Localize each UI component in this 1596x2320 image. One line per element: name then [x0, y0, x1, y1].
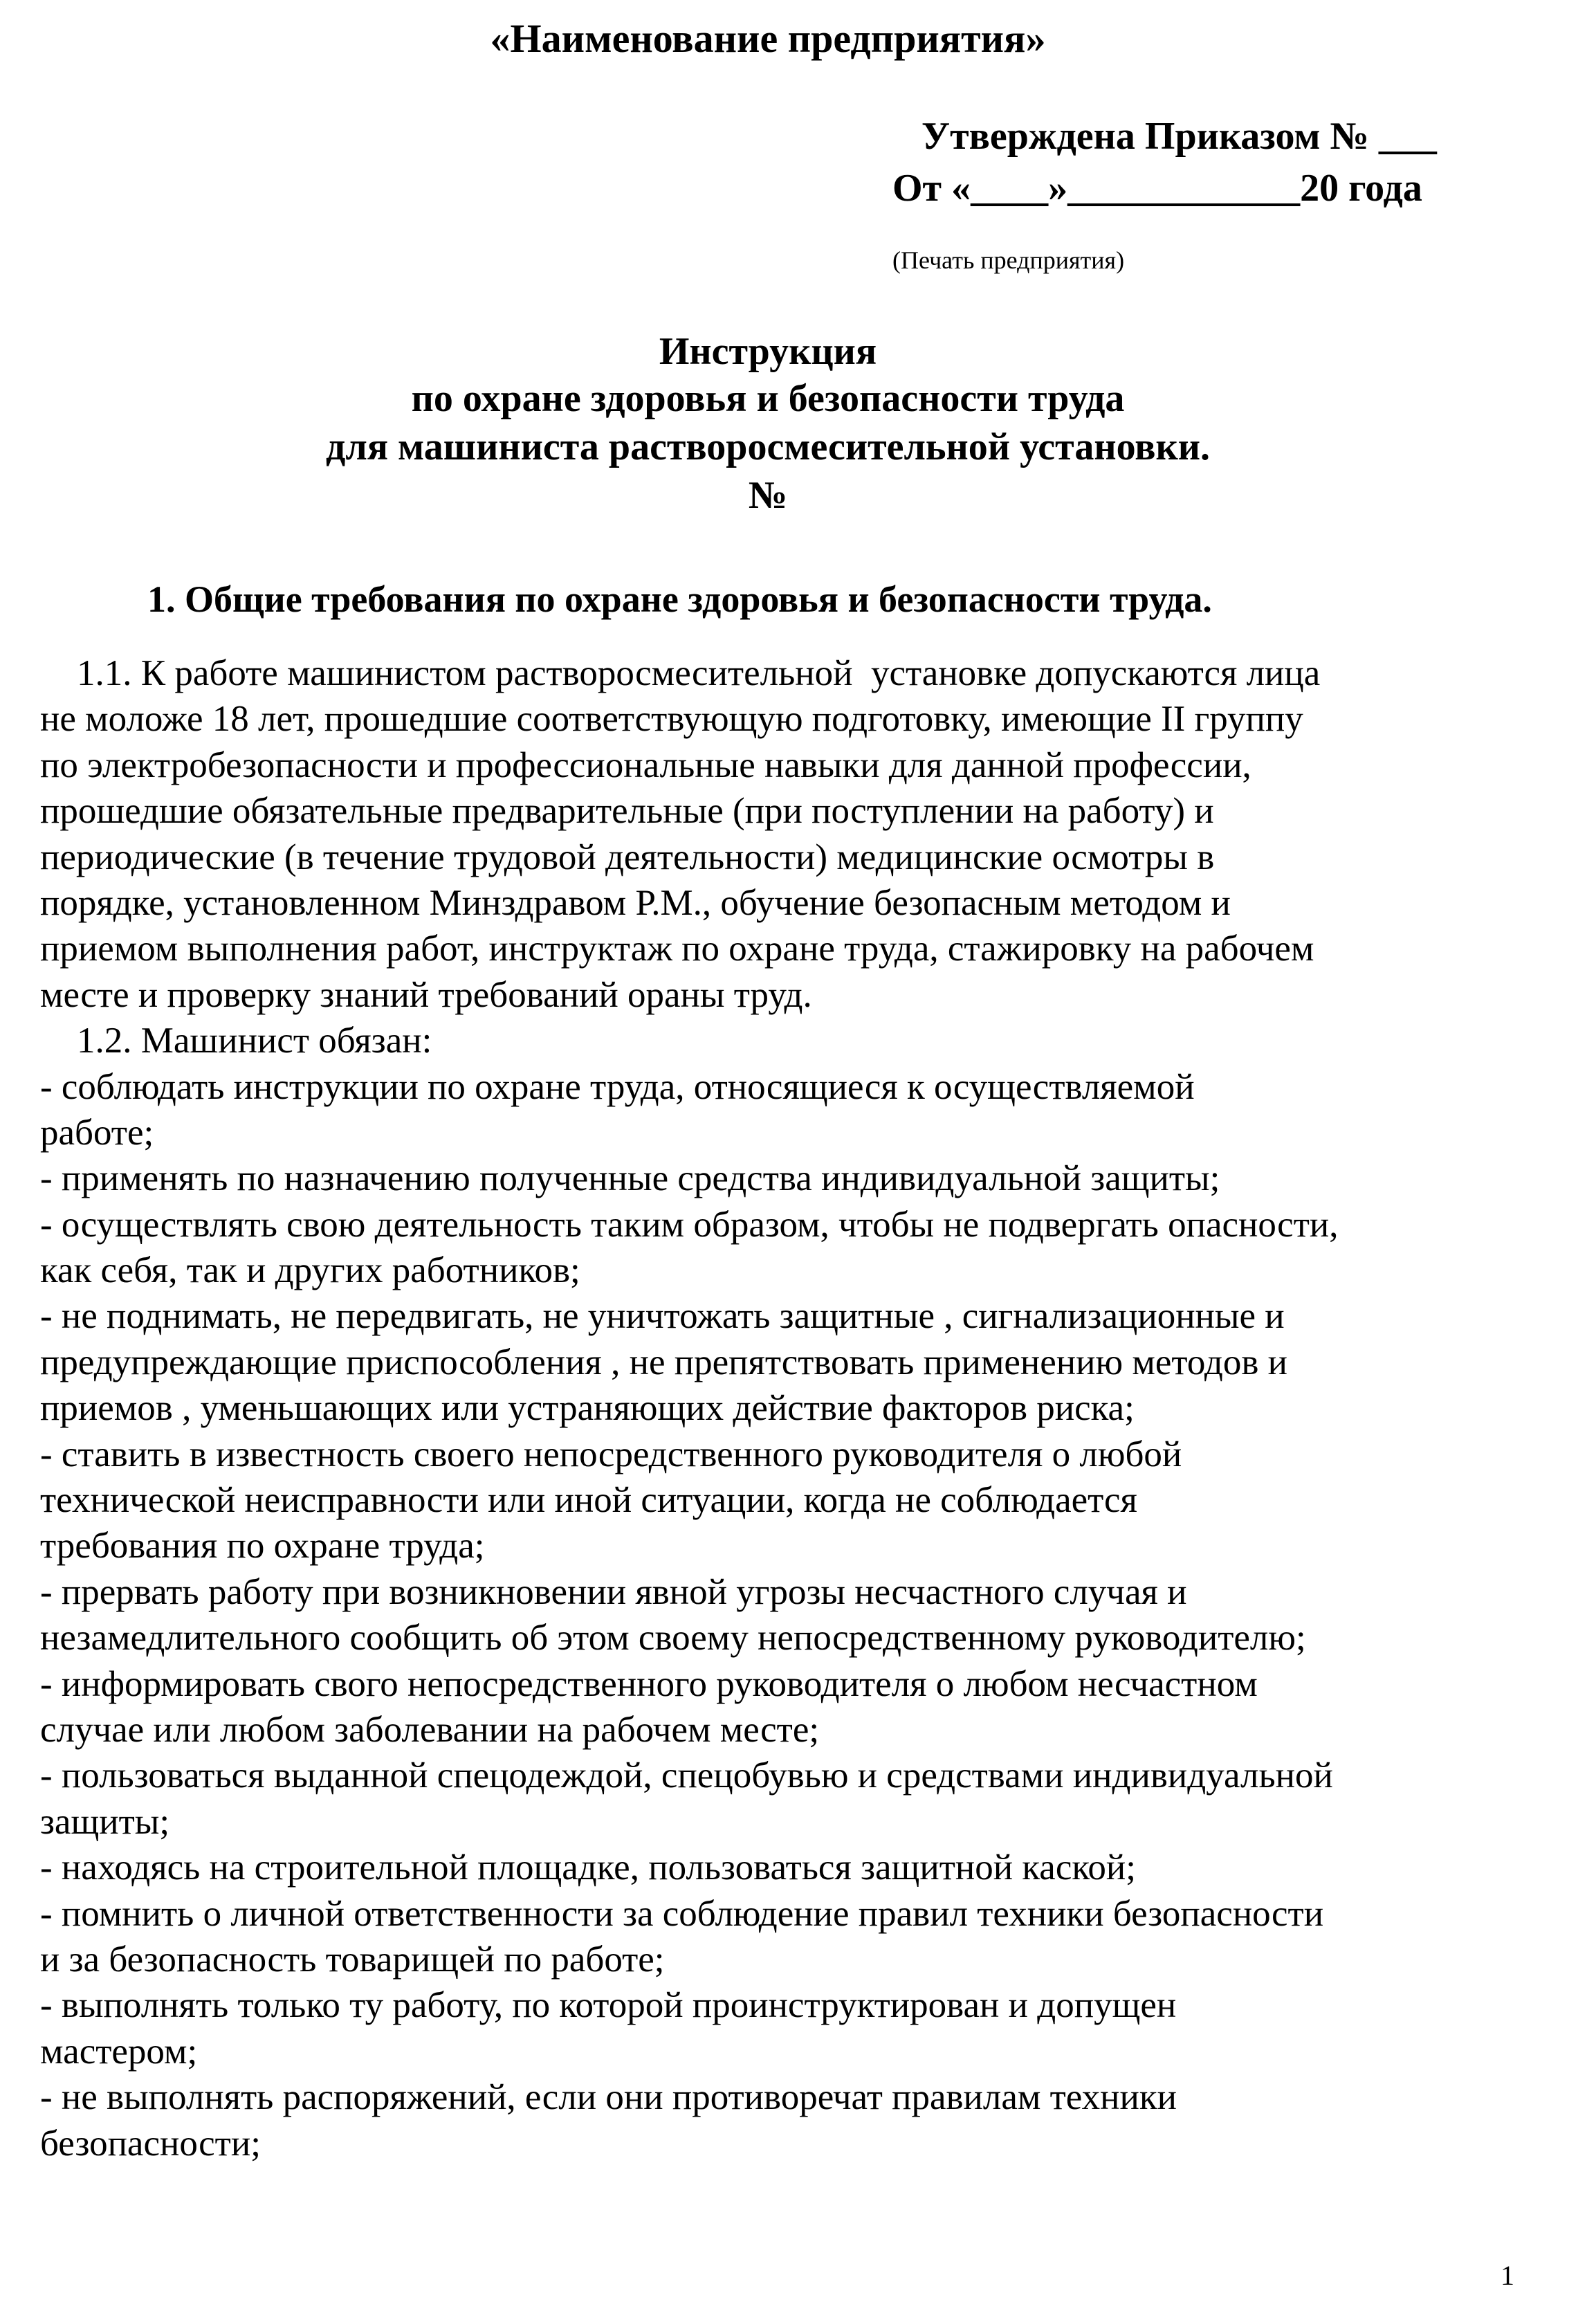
document-number: № — [748, 474, 788, 517]
section-1-body — [40, 650, 1493, 2166]
body-line: - находясь на строительной площадке, пользоваться защитной каской; — [40, 1847, 1136, 1888]
body-line: - пользоваться выданной спецодеждой, спецобувью и средствами индивидуальной — [40, 1755, 1333, 1796]
document-title-line-3: для машиниста растворосмесительной установки. — [326, 426, 1210, 468]
section-1-heading: 1. Общие требования по охране здоровья и безопасности труда. — [147, 578, 1212, 620]
body-line: - применять по назначению полученные средства индивидуальной защиты; — [40, 1158, 1220, 1199]
approval-date-line: От «____»____________20 года — [892, 167, 1422, 210]
seal-placeholder: (Печать предприятия) — [892, 246, 1125, 274]
body-line: - ставить в известность своего непосредственного руководителя о любой — [40, 1434, 1182, 1474]
body-line: - информировать свого непосредственного руководителя о любом несчастном — [40, 1663, 1258, 1704]
body-line: прошедшие обязательные предварительные (при поступлении на работу) и — [40, 791, 1214, 832]
body-line: порядке, установленном Минздравом Р.М., обучение безопасным методом и — [40, 882, 1231, 923]
body-line: технической неисправности или иной ситуации, когда не соблюдается — [40, 1480, 1137, 1521]
body-line: 1.1. К работе машинистом растворосмесительной установке допускаются лица — [40, 653, 1321, 693]
body-line: - не поднимать, не передвигать, не уничтожать защитные , сигнализационные и — [40, 1296, 1285, 1337]
body-line: требования по охране труда; — [40, 1526, 485, 1567]
body-line: 1.2. Машинист обязан: — [40, 1021, 432, 1061]
body-line: незамедлительного сообщить об этом своему непосредственному руководителю; — [40, 1618, 1306, 1659]
body-line: месте и проверку знаний требований ораны труд. — [40, 974, 812, 1015]
document-title-line-2: по охране здоровья и безопасности труда — [411, 377, 1125, 420]
body-line: мастером; — [40, 2031, 198, 2072]
body-line: приемом выполнения работ, инструктаж по охране труда, стажировку на рабочем — [40, 929, 1314, 969]
body-line: и за безопасность товарищей по работе; — [40, 1939, 665, 1980]
body-line: случае или любом заболевании на рабочем месте; — [40, 1709, 820, 1750]
body-line: - прервать работу при возникновении явной угрозы несчастного случая и — [40, 1571, 1187, 1612]
body-line: как себя, так и других работников; — [40, 1250, 580, 1291]
body-line: безопасности; — [40, 2123, 261, 2164]
body-line: периодические (в течение трудовой деятельности) медицинские осмотры в — [40, 837, 1215, 877]
company-name: «Наименование предприятия» — [490, 16, 1046, 61]
body-line: - соблюдать инструкции по охране труда, относящиеся к осуществляемой — [40, 1066, 1195, 1107]
body-line: работе; — [40, 1112, 154, 1153]
body-line: - не выполнять распоряжений, если они противоречат правилам техники — [40, 2077, 1177, 2118]
body-line: - помнить о личной ответственности за соблюдение правил техники безопасности — [40, 1893, 1324, 1934]
body-line: - осуществлять свою деятельность таким образом, чтобы не подвергать опасности, — [40, 1204, 1339, 1245]
body-line: защиты; — [40, 1801, 170, 1842]
body-line: предупреждающие приспособления , не препятствовать применению методов и — [40, 1342, 1287, 1382]
page-number: 1 — [1501, 2260, 1514, 2291]
body-line: по электробезопасности и профессиональные навыки для данной профессии, — [40, 745, 1251, 785]
body-line: - выполнять только ту работу, по которой проинструктирован и допущен — [40, 1985, 1177, 2026]
body-line: приемов , уменьшающих или устраняющих действие факторов риска; — [40, 1388, 1135, 1429]
document-title-line-1: Инструкция — [659, 330, 877, 373]
approval-order-line: Утверждена Приказом № ___ — [921, 115, 1437, 158]
body-line: не моложе 18 лет, прошедшие соответствующую подготовку, имеющие II группу — [40, 699, 1303, 740]
